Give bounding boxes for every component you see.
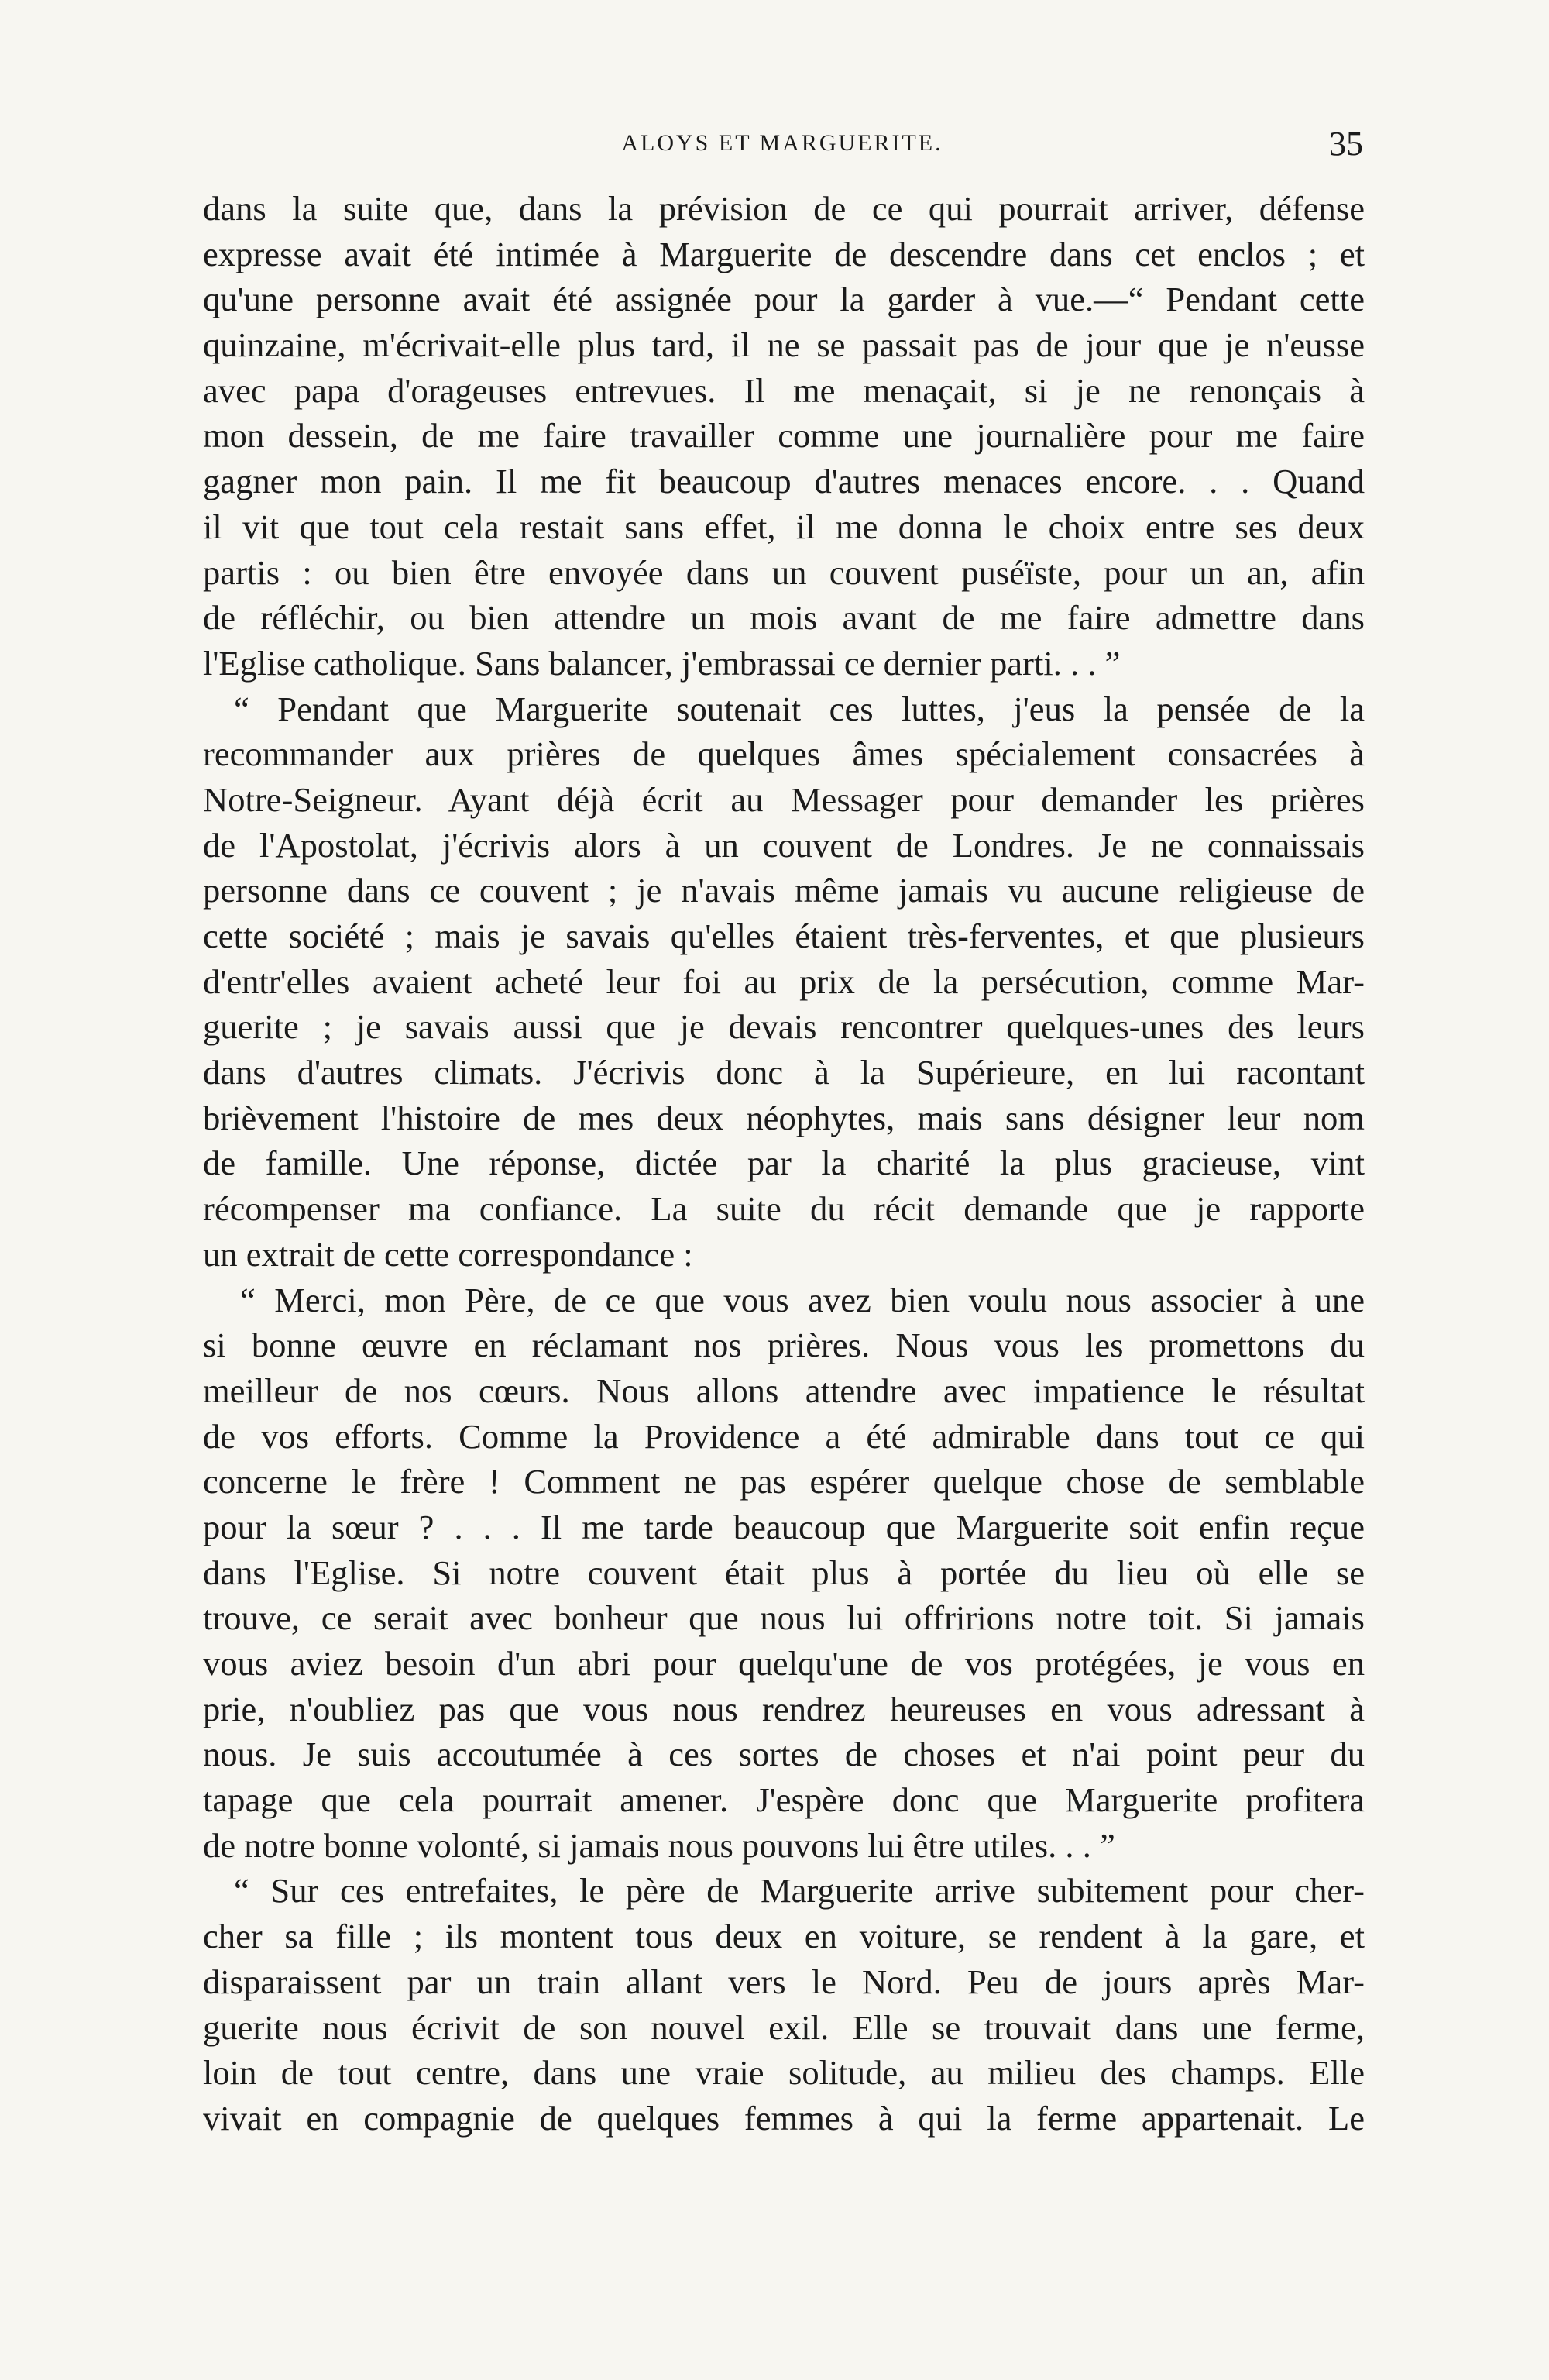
text-line: loin de tout centre, dans une vraie solitude, au milieu des champs. Elle — [203, 2053, 1365, 2093]
text-line: qu'une personne avait été assignée pour la garder à vue.—“ Pendant cette — [203, 280, 1365, 319]
text-line: dans l'Eglise. Si notre couvent était plus à portée du lieu où elle se — [203, 1553, 1365, 1592]
text-line: personne dans ce couvent ; je n'avais même jamais vu aucune religieuse de — [203, 871, 1365, 910]
text-line: guerite nous écrivit de son nouvel exil. Elle se trouvait dans une ferme, — [203, 2007, 1365, 2047]
text-line: de vos efforts. Comme la Providence a été admirable dans tout ce qui — [203, 1416, 1365, 1456]
text-line: guerite ; je savais aussi que je devais rencontrer quelques-unes des leurs — [203, 1007, 1365, 1047]
text-line: “ Pendant que Marguerite soutenait ces luttes, j'eus la pensée de la — [234, 689, 1365, 728]
text-line: vous aviez besoin d'un abri pour quelqu'une de vos protégées, je vous en — [203, 1644, 1365, 1683]
text-line: l'Eglise catholique. Sans balancer, j'embrassai ce dernier parti. . . ” — [203, 643, 1121, 683]
text-line: partis : ou bien être envoyée dans un couvent puséïste, pour un an, afin — [203, 552, 1365, 592]
text-line: meilleur de nos cœurs. Nous allons attendre avec impatience le résultat — [203, 1371, 1365, 1410]
text-line: récompenser ma confiance. La suite du récit demande que je rapporte — [203, 1189, 1365, 1229]
page-number: 35 — [1329, 125, 1363, 163]
text-line: trouve, ce serait avec bonheur que nous lui offririons notre toit. Si jamais — [203, 1598, 1365, 1638]
text-line: gagner mon pain. Il me fit beaucoup d'autres menaces encore. . . Quand — [203, 462, 1365, 501]
text-line: cette société ; mais je savais qu'elles étaient très-ferventes, et que plusieurs — [203, 917, 1365, 955]
text-line: d'entr'elles avaient acheté leur foi au prix de la persécution, comme Mar- — [203, 961, 1365, 1001]
text-line: il vit que tout cela restait sans effet, il me donna le choix entre ses deux — [203, 507, 1365, 546]
text-line: quinzaine, m'écrivait-elle plus tard, il ne se passait pas de jour que je n'eusse — [203, 325, 1365, 365]
text-line: recommander aux prières de quelques âmes spécialement consacrées à — [203, 734, 1365, 774]
text-line: cher sa fille ; ils montent tous deux en voiture, se rendent à la gare, et — [203, 1917, 1365, 1956]
text-line: si bonne œuvre en réclamant nos prières. Nous vous les promettons du — [203, 1326, 1365, 1365]
text-line: vivait en compagnie de quelques femmes à qui la ferme appartenait. Le — [203, 2098, 1365, 2138]
text-line: Notre-Seigneur. Ayant déjà écrit au Messager pour demander les prières — [203, 779, 1365, 819]
text-line: un extrait de cette correspondance : — [203, 1234, 693, 1274]
text-line: brièvement l'histoire de mes deux néophytes, mais sans désigner leur nom — [203, 1098, 1365, 1137]
text-line: de l'Apostolat, j'écrivis alors à un couvent de Londres. Je ne connaissais — [203, 825, 1365, 865]
text-line: prie, n'oubliez pas que vous nous rendrez heureuses en vous adressant à — [203, 1689, 1365, 1728]
text-line: “ Merci, mon Père, de ce que vous avez bien voulu nous associer à une — [240, 1280, 1365, 1319]
text-line: disparaissent par un train allant vers le Nord. Peu de jours après Mar- — [203, 1962, 1365, 2001]
text-line: avec papa d'orageuses entrevues. Il me menaçait, si je ne renonçais à — [203, 370, 1365, 410]
text-line: expresse avait été intimée à Marguerite de descendre dans cet enclos ; et — [203, 234, 1365, 273]
text-line: pour la sœur ? . . . Il me tarde beaucoup que Marguerite soit enfin reçue — [203, 1507, 1365, 1546]
text-line: dans d'autres climats. J'écrivis donc à la Supérieure, en lui racontant — [203, 1053, 1365, 1092]
text-line: “ Sur ces entrefaites, le père de Marguerite arrive subitement pour cher- — [234, 1871, 1365, 1911]
running-header — [201, 125, 1363, 169]
running-title: ALOYS ET MARGUERITE. — [621, 130, 943, 156]
text-line: dans la suite que, dans la prévision de ce qui pourrait arriver, défense — [203, 189, 1365, 228]
text-line: mon dessein, de me faire travailler comme une journalière pour me faire — [203, 416, 1365, 456]
text-line: de notre bonne volonté, si jamais nous pouvons lui être utiles. . . ” — [203, 1825, 1115, 1865]
text-line: nous. Je suis accoutumée à ces sortes de choses et n'ai point peur du — [203, 1735, 1365, 1774]
text-line: concerne le frère ! Comment ne pas espérer quelque chose de semblable — [203, 1462, 1365, 1501]
text-line: tapage que cela pourrait amener. J'espère donc que Marguerite profitera — [203, 1780, 1365, 1820]
text-line: de réfléchir, ou bien attendre un mois avant de me faire admettre dans — [203, 598, 1365, 638]
body-text — [203, 186, 1365, 2141]
text-line: de famille. Une réponse, dictée par la charité la plus gracieuse, vint — [203, 1144, 1365, 1183]
